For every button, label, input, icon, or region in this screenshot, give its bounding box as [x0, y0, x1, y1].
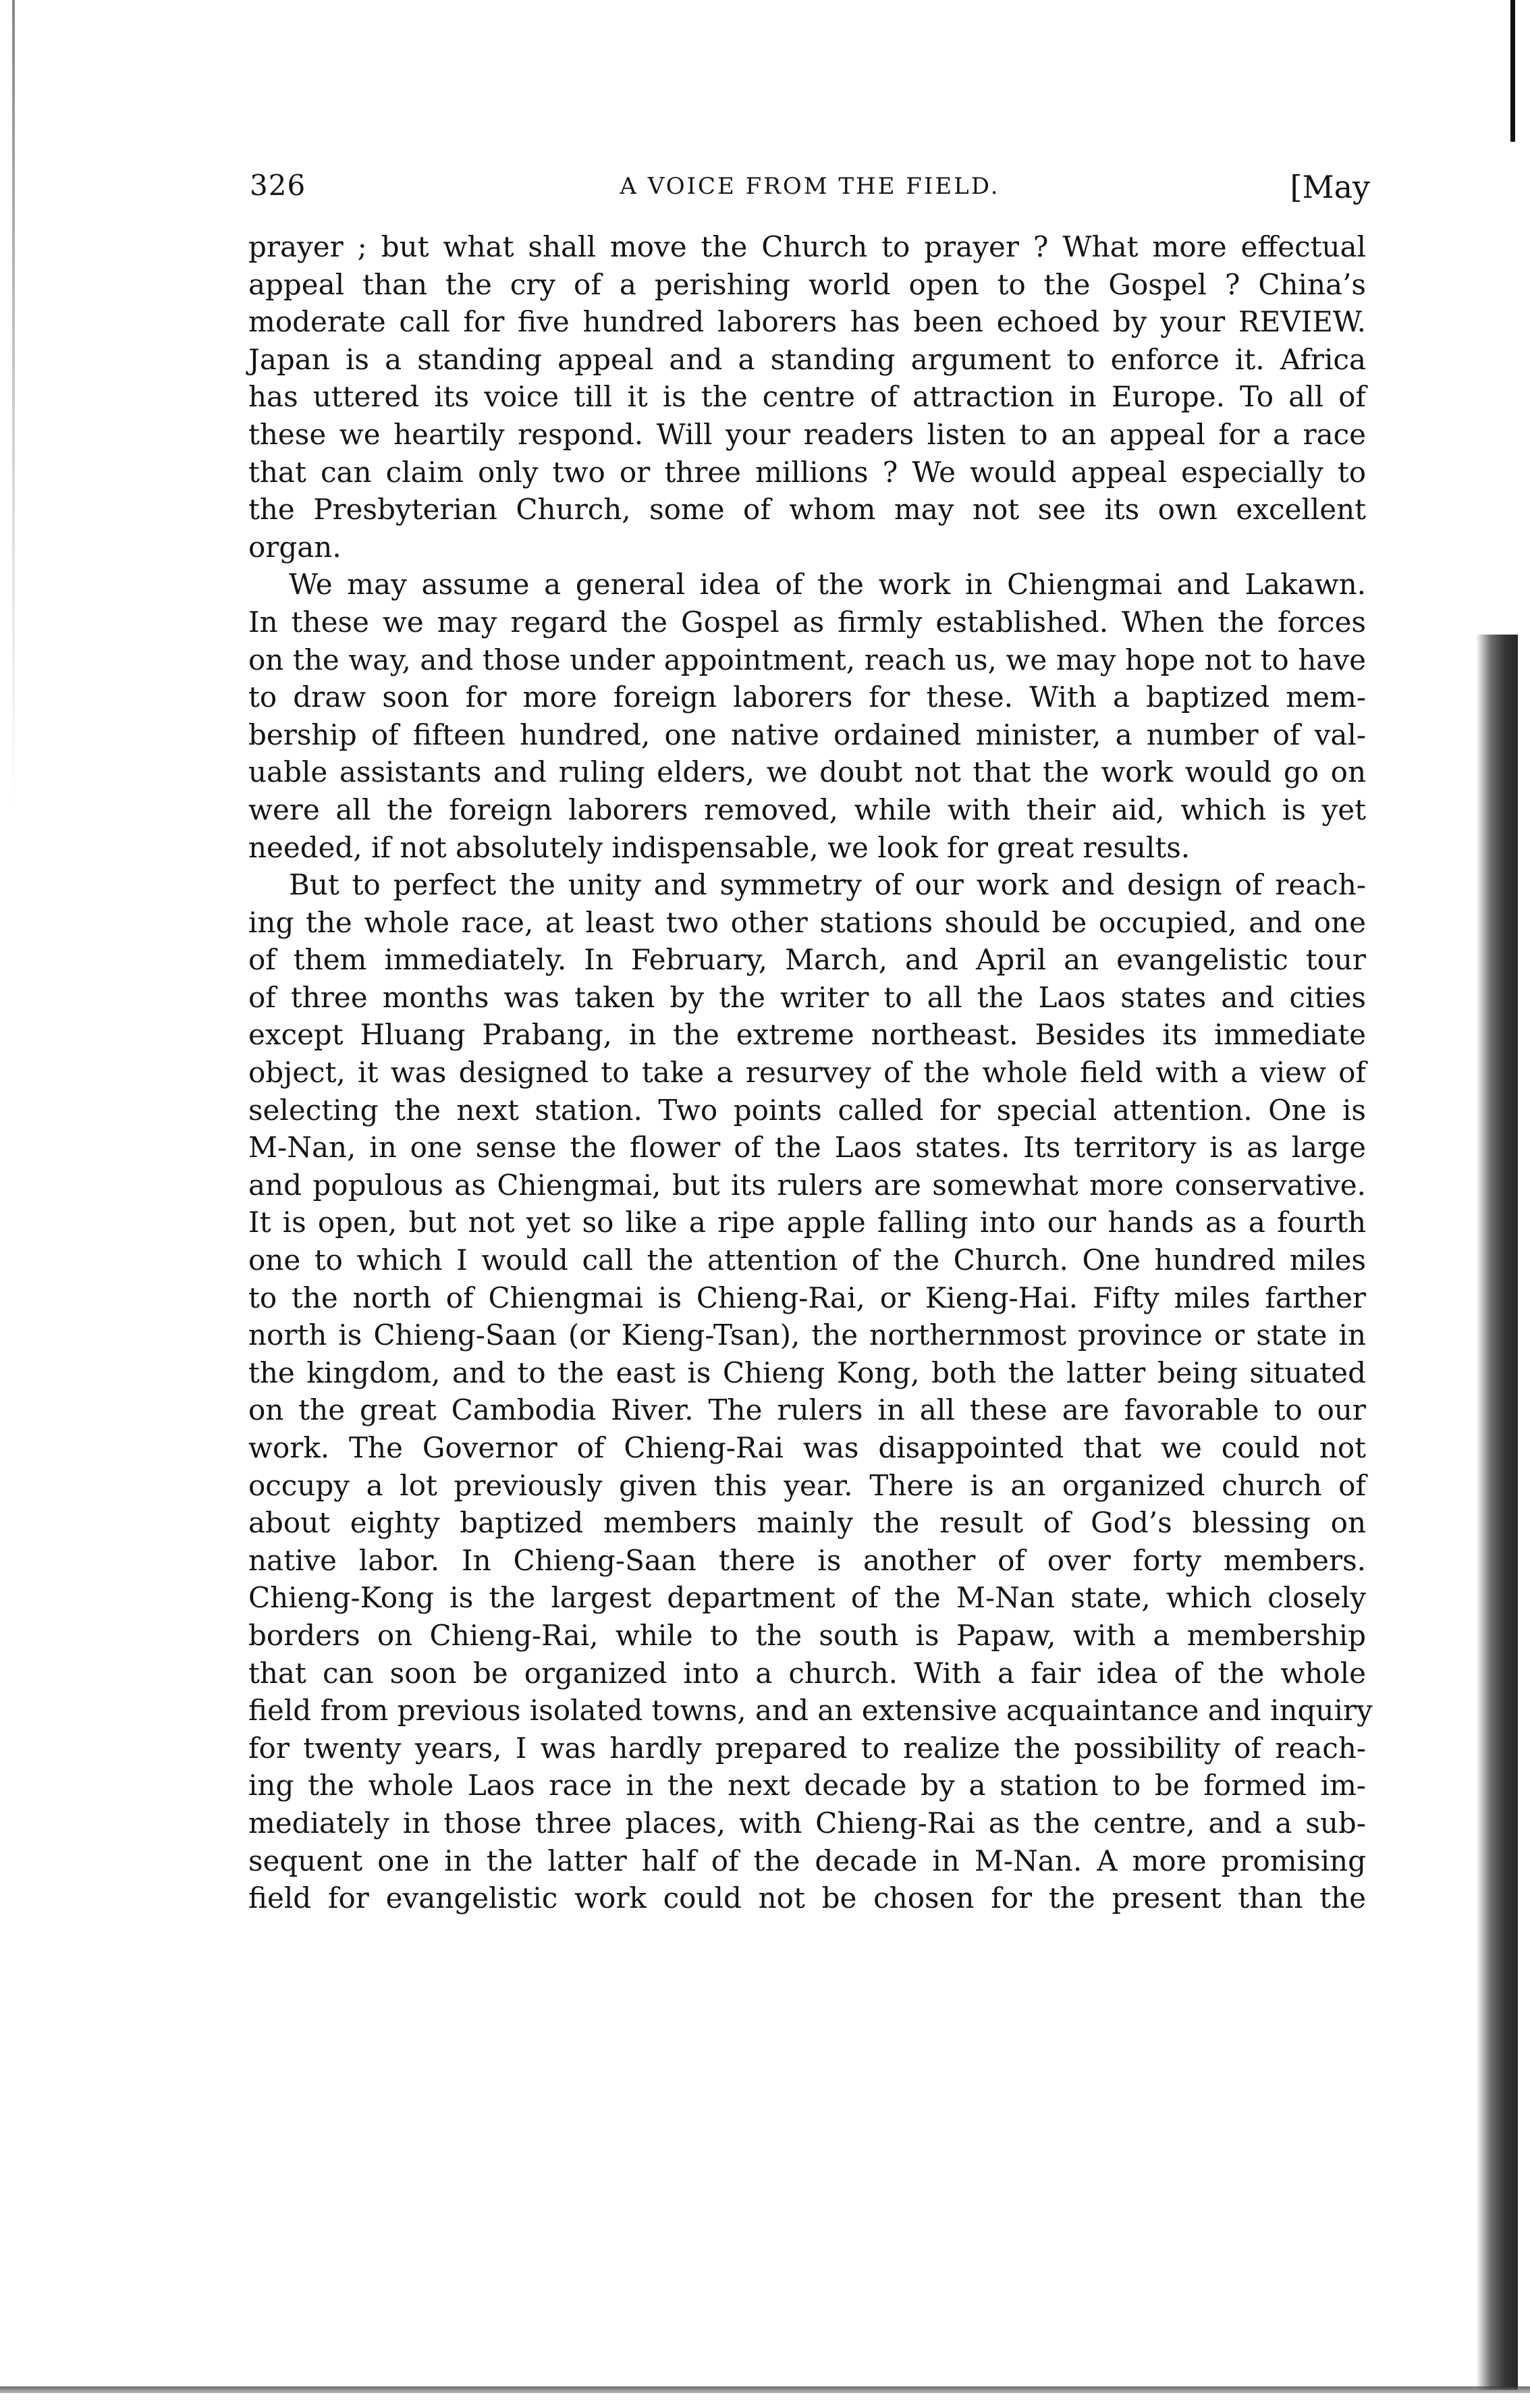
text-line: sequent one in the latter half of the decade in M-Nan. A more promising — [248, 1844, 1366, 1877]
text-line: native labor. In Chieng-Saan there is another of over forty members. — [248, 1543, 1366, 1577]
text-line: on the way, and those under appointment, reach us, we may hope not to have — [248, 643, 1366, 676]
section-mark: [May — [1290, 169, 1370, 205]
text-line: appeal than the cry of a perishing world open to the Gospel ? China’s — [248, 267, 1366, 301]
text-line: to draw soon for more foreign laborers for these. With a baptized mem- — [248, 680, 1366, 714]
text-line: field from previous isolated towns, and an extensive acquaintance and inquiry — [248, 1694, 1373, 1728]
text-line: the Presbyterian Church, some of whom may not see its own excellent — [248, 493, 1366, 527]
text-line: We may assume a general idea of the work in Chiengmai and Lakawn. — [289, 568, 1366, 601]
text-line: M-Nan, in one sense the flower of the Laos states. Its territory is as large — [248, 1131, 1366, 1165]
body-text — [248, 228, 1373, 1917]
running-title: A VOICE FROM THE FIELD. — [620, 173, 1000, 200]
text-line: for twenty years, I was hardly prepared to realize the possibility of reach- — [248, 1731, 1366, 1765]
text-line: work. The Governor of Chieng-Rai was disappointed that we could not — [248, 1431, 1366, 1464]
text-line: In these we may regard the Gospel as firmly established. When the forces — [248, 605, 1366, 639]
text-line: of three months was taken by the writer to all the Laos states and cities — [248, 980, 1366, 1014]
text-line: north is Chieng-Saan (or Kieng-Tsan), the northernmost province or state in — [248, 1318, 1366, 1352]
page-header — [250, 169, 1370, 216]
text-line: one to which I would call the attention of the Church. One hundred miles — [248, 1243, 1366, 1277]
text-line: uable assistants and ruling elders, we doubt not that the work would go on — [248, 755, 1366, 789]
text-line: were all the foreign laborers removed, while with their aid, which is yet — [248, 793, 1366, 826]
text-line: It is open, but not yet so like a ripe apple falling into our hands as a fourth — [248, 1206, 1366, 1239]
text-line: to the north of Chiengmai is Chieng-Rai, or Kieng-Hai. Fifty miles farther — [248, 1281, 1366, 1314]
text-line: moderate call for five hundred laborers has been echoed by your REVIEW. — [248, 305, 1366, 339]
text-line: prayer ; but what shall move the Church to prayer ? What more effectual — [248, 230, 1366, 263]
text-line: that can soon be organized into a church. With a fair idea of the whole — [248, 1656, 1366, 1690]
text-line: borders on Chieng-Rai, while to the south is Papaw, with a membership — [248, 1618, 1366, 1652]
text-line: organ. — [248, 530, 341, 564]
text-line: mediately in those three places, with Chieng-Rai as the centre, and a sub- — [248, 1806, 1366, 1840]
text-line: Chieng-Kong is the largest department of the M-Nan state, which closely — [248, 1581, 1366, 1615]
scan-edge-left — [12, 0, 15, 810]
text-line: object, it was designed to take a resurvey of the whole field with a view of — [248, 1056, 1366, 1090]
text-line: ing the whole race, at least two other stations should be occupied, and one — [248, 905, 1366, 939]
text-line: has uttered its voice till it is the centre of attraction in Europe. To all of — [248, 380, 1366, 414]
scan-edge-bottom — [0, 2386, 1530, 2393]
text-line: that can claim only two or three millions ? We would appeal especially to — [248, 455, 1366, 489]
text-line: field for evangelistic work could not be chosen for the present than the — [248, 1881, 1366, 1915]
text-line: on the great Cambodia River. The rulers in all these are favorable to our — [248, 1393, 1366, 1427]
text-line: these we heartily respond. Will your readers listen to an appeal for a race — [248, 417, 1366, 451]
text-line: occupy a lot previously given this year. There is an organized church of — [248, 1468, 1366, 1502]
page-number: 326 — [250, 169, 306, 202]
text-line: bership of fifteen hundred, one native ordained minister, a number of val- — [248, 718, 1366, 751]
text-line: and populous as Chiengmai, but its rulers are somewhat more conservative. — [248, 1168, 1366, 1202]
text-line: about eighty baptized members mainly the result of God’s blessing on — [248, 1506, 1366, 1540]
text-line: selecting the next station. Two points called for special attention. One is — [248, 1093, 1366, 1127]
scan-edge-right-top — [1510, 0, 1515, 142]
text-line: But to perfect the unity and symmetry of our work and design of reach- — [289, 868, 1366, 902]
text-line: needed, if not absolutely indispensable, we look for great results. — [248, 830, 1191, 864]
scan-edge-right — [1476, 635, 1518, 2390]
text-line: the kingdom, and to the east is Chieng Kong, both the latter being situated — [248, 1356, 1366, 1389]
text-line: except Hluang Prabang, in the extreme northeast. Besides its immediate — [248, 1018, 1366, 1052]
text-line: Japan is a standing appeal and a standing argument to enforce it. Africa — [248, 342, 1366, 376]
text-line: ing the whole Laos race in the next decade by a station to be formed im- — [248, 1769, 1366, 1802]
text-line: of them immediately. In February, March, and April an evangelistic tour — [248, 943, 1366, 977]
